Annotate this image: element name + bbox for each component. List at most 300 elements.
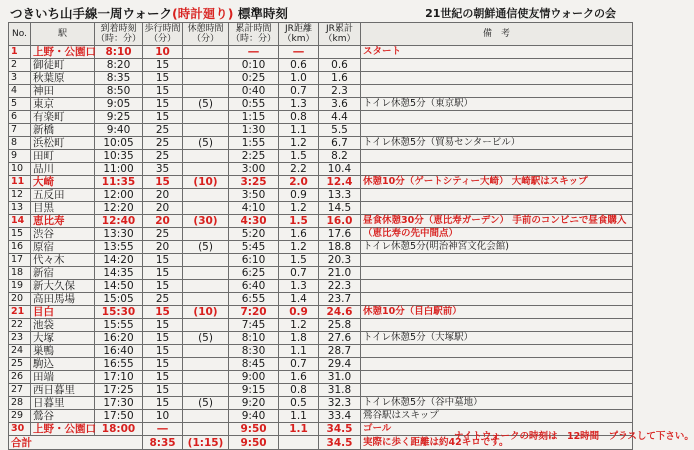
remarks: 鶯谷駅はスキップ bbox=[361, 410, 633, 423]
cumulative-time: 9:50 bbox=[229, 423, 279, 436]
arrival-time: 9:40 bbox=[95, 124, 143, 137]
cumulative-time: 0:55 bbox=[229, 98, 279, 111]
jr-distance: 0.9 bbox=[279, 306, 319, 319]
jr-distance: 1.2 bbox=[279, 319, 319, 332]
jr-cumulative: 33.4 bbox=[319, 410, 361, 423]
row-number: 13 bbox=[9, 202, 31, 215]
table-row bbox=[9, 202, 633, 215]
row-number: 24 bbox=[9, 345, 31, 358]
remarks bbox=[361, 267, 633, 280]
document-header bbox=[10, 4, 630, 20]
station-name: 御徒町 bbox=[31, 59, 95, 72]
title-suffix: 標準時刻 bbox=[237, 6, 288, 21]
jr-cumulative: 4.4 bbox=[319, 111, 361, 124]
remarks: 昼食休憩30分（恵比寿ガーデン） 手前のコンビニで昼食購入 bbox=[361, 215, 633, 228]
row-number: 6 bbox=[9, 111, 31, 124]
table-row bbox=[9, 306, 633, 319]
table-row bbox=[9, 228, 633, 241]
arrival-time: 12:20 bbox=[95, 202, 143, 215]
arrival-time: 12:00 bbox=[95, 189, 143, 202]
table-row bbox=[9, 150, 633, 163]
table-body bbox=[9, 46, 633, 436]
remarks bbox=[361, 384, 633, 397]
total-note: 実際に歩く距離は約42キロです。 bbox=[361, 436, 633, 450]
row-number: 17 bbox=[9, 254, 31, 267]
cumulative-time: 1:15 bbox=[229, 111, 279, 124]
station-name: 新橋 bbox=[31, 124, 95, 137]
row-number: 21 bbox=[9, 306, 31, 319]
jr-cumulative: 24.6 bbox=[319, 306, 361, 319]
jr-distance: 1.2 bbox=[279, 202, 319, 215]
table-row bbox=[9, 254, 633, 267]
row-number: 2 bbox=[9, 59, 31, 72]
cumulative-time: 7:45 bbox=[229, 319, 279, 332]
arrival-time: 8:20 bbox=[95, 59, 143, 72]
station-name: 高田馬場 bbox=[31, 293, 95, 306]
cumulative-time: 6:25 bbox=[229, 267, 279, 280]
row-number: 8 bbox=[9, 137, 31, 150]
jr-distance: 0.7 bbox=[279, 358, 319, 371]
row-number: 25 bbox=[9, 358, 31, 371]
jr-distance: 1.8 bbox=[279, 332, 319, 345]
station-name: 新大久保 bbox=[31, 280, 95, 293]
cumulative-time: 3:00 bbox=[229, 163, 279, 176]
station-name: 有楽町 bbox=[31, 111, 95, 124]
jr-cumulative: 31.8 bbox=[319, 384, 361, 397]
remarks bbox=[361, 85, 633, 98]
jr-distance: 1.3 bbox=[279, 280, 319, 293]
arrival-time: 16:20 bbox=[95, 332, 143, 345]
table-row bbox=[9, 397, 633, 410]
jr-distance: 1.3 bbox=[279, 98, 319, 111]
table-row bbox=[9, 46, 633, 59]
rest-minutes bbox=[183, 319, 229, 332]
header-walk: 歩行時間（分） bbox=[144, 24, 181, 44]
table-row bbox=[9, 59, 633, 72]
jr-cumulative: 34.5 bbox=[319, 423, 361, 436]
station-name: 大塚 bbox=[31, 332, 95, 345]
jr-cumulative: 12.4 bbox=[319, 176, 361, 189]
jr-distance: ― bbox=[279, 46, 319, 59]
jr-cumulative: 8.2 bbox=[319, 150, 361, 163]
jr-cumulative: 16.0 bbox=[319, 215, 361, 228]
jr-distance: 1.1 bbox=[279, 124, 319, 137]
rest-minutes: (5) bbox=[183, 98, 229, 111]
rest-minutes bbox=[183, 423, 229, 436]
station-name: 目白 bbox=[31, 306, 95, 319]
jr-distance: 0.7 bbox=[279, 85, 319, 98]
table-row bbox=[9, 293, 633, 306]
walk-minutes: 25 bbox=[143, 137, 183, 150]
jr-distance: 0.6 bbox=[279, 59, 319, 72]
row-number: 22 bbox=[9, 319, 31, 332]
cumulative-time: 5:20 bbox=[229, 228, 279, 241]
arrival-time: 9:25 bbox=[95, 111, 143, 124]
rest-minutes: (5) bbox=[183, 137, 229, 150]
jr-distance: 1.1 bbox=[279, 410, 319, 423]
table-row bbox=[9, 85, 633, 98]
remarks: トイレ休憩5分（大塚駅） bbox=[361, 332, 633, 345]
row-number: 23 bbox=[9, 332, 31, 345]
jr-cumulative: 28.7 bbox=[319, 345, 361, 358]
total-distance bbox=[279, 436, 319, 450]
cumulative-time: 3:25 bbox=[229, 176, 279, 189]
row-number: 16 bbox=[9, 241, 31, 254]
row-number: 14 bbox=[9, 215, 31, 228]
total-label: 合計 bbox=[9, 436, 143, 450]
night-walk-note: ナイトウォークの時刻は 12時間 プラスして下さい。 bbox=[454, 431, 694, 442]
jr-distance: 0.8 bbox=[279, 111, 319, 124]
station-name: 鶯谷 bbox=[31, 410, 95, 423]
cumulative-time: 6:10 bbox=[229, 254, 279, 267]
station-name: 日暮里 bbox=[31, 397, 95, 410]
cumulative-time: 6:55 bbox=[229, 293, 279, 306]
walk-minutes: 10 bbox=[143, 46, 183, 59]
row-number: 28 bbox=[9, 397, 31, 410]
arrival-time: 15:05 bbox=[95, 293, 143, 306]
row-number: 26 bbox=[9, 371, 31, 384]
jr-cumulative: 21.0 bbox=[319, 267, 361, 280]
arrival-time: 8:35 bbox=[95, 72, 143, 85]
rest-minutes bbox=[183, 111, 229, 124]
table-row bbox=[9, 267, 633, 280]
walk-minutes: 15 bbox=[143, 98, 183, 111]
station-name: 五反田 bbox=[31, 189, 95, 202]
station-name: 巣鴨 bbox=[31, 345, 95, 358]
rest-minutes bbox=[183, 358, 229, 371]
jr-cumulative: 31.0 bbox=[319, 371, 361, 384]
jr-distance: 1.6 bbox=[279, 371, 319, 384]
remarks bbox=[361, 111, 633, 124]
rest-minutes: (30) bbox=[183, 215, 229, 228]
station-name: 田町 bbox=[31, 150, 95, 163]
arrival-time: 17:50 bbox=[95, 410, 143, 423]
jr-cumulative: 5.5 bbox=[319, 124, 361, 137]
row-number: 5 bbox=[9, 98, 31, 111]
walk-minutes: 15 bbox=[143, 111, 183, 124]
rest-minutes bbox=[183, 46, 229, 59]
walk-minutes: 15 bbox=[143, 267, 183, 280]
arrival-time: 12:40 bbox=[95, 215, 143, 228]
walk-minutes: 15 bbox=[143, 358, 183, 371]
rest-minutes: (10) bbox=[183, 176, 229, 189]
station-name: 秋葉原 bbox=[31, 72, 95, 85]
cumulative-time: 6:40 bbox=[229, 280, 279, 293]
row-number: 7 bbox=[9, 124, 31, 137]
station-name: 新宿 bbox=[31, 267, 95, 280]
jr-cumulative: 6.7 bbox=[319, 137, 361, 150]
station-name: 浜松町 bbox=[31, 137, 95, 150]
rest-minutes bbox=[183, 150, 229, 163]
title-accent: (時計廻り) bbox=[172, 6, 234, 21]
walk-minutes: 20 bbox=[143, 241, 183, 254]
jr-cumulative: 22.3 bbox=[319, 280, 361, 293]
station-name: 原宿 bbox=[31, 241, 95, 254]
rest-minutes bbox=[183, 371, 229, 384]
rest-minutes bbox=[183, 410, 229, 423]
remarks bbox=[361, 163, 633, 176]
cumulative-time: 8:45 bbox=[229, 358, 279, 371]
arrival-time: 14:35 bbox=[95, 267, 143, 280]
remarks: トイレ休憩5分（東京駅） bbox=[361, 98, 633, 111]
row-number: 30 bbox=[9, 423, 31, 436]
jr-distance: 1.2 bbox=[279, 137, 319, 150]
remarks: ゴール bbox=[361, 423, 633, 436]
remarks bbox=[361, 59, 633, 72]
table-row bbox=[9, 111, 633, 124]
walk-minutes: 25 bbox=[143, 150, 183, 163]
jr-cumulative: 25.8 bbox=[319, 319, 361, 332]
header-no: No. bbox=[9, 23, 31, 46]
arrival-time: 8:50 bbox=[95, 85, 143, 98]
walk-minutes: 20 bbox=[143, 202, 183, 215]
arrival-time: 16:55 bbox=[95, 358, 143, 371]
arrival-time: 18:00 bbox=[95, 423, 143, 436]
station-name: 上野・公園口 bbox=[31, 423, 95, 436]
station-name: 大崎 bbox=[31, 176, 95, 189]
arrival-time: 17:10 bbox=[95, 371, 143, 384]
cumulative-time: 3:50 bbox=[229, 189, 279, 202]
total-walk: 8:35 bbox=[143, 436, 183, 450]
remarks: （恵比寿の先中間点） bbox=[361, 228, 633, 241]
row-number: 10 bbox=[9, 163, 31, 176]
jr-cumulative: 32.3 bbox=[319, 397, 361, 410]
remarks bbox=[361, 189, 633, 202]
arrival-time: 13:30 bbox=[95, 228, 143, 241]
remarks: トイレ休憩5分(明治神宮文化会館) bbox=[361, 241, 633, 254]
walk-minutes: 15 bbox=[143, 72, 183, 85]
table-row bbox=[9, 358, 633, 371]
jr-distance: 0.9 bbox=[279, 189, 319, 202]
cumulative-time: 2:25 bbox=[229, 150, 279, 163]
walk-minutes: 15 bbox=[143, 332, 183, 345]
arrival-time: 15:30 bbox=[95, 306, 143, 319]
cumulative-time: 5:45 bbox=[229, 241, 279, 254]
walk-minutes: 15 bbox=[143, 85, 183, 98]
station-name: 西日暮里 bbox=[31, 384, 95, 397]
remarks: 休憩10分（ゲートシティー大崎） 大崎駅はスキップ bbox=[361, 176, 633, 189]
table-row bbox=[9, 124, 633, 137]
schedule-table bbox=[8, 22, 633, 450]
table-row bbox=[9, 176, 633, 189]
header-notes: 備 考 bbox=[361, 23, 633, 46]
remarks: トイレ休憩5分（貿易センタービル） bbox=[361, 137, 633, 150]
remarks bbox=[361, 293, 633, 306]
jr-cumulative: 18.8 bbox=[319, 241, 361, 254]
organization-name: 21世紀の朝鮮通信使友情ウォークの会 bbox=[425, 7, 616, 20]
table-row bbox=[9, 163, 633, 176]
walk-minutes: ― bbox=[143, 423, 183, 436]
rest-minutes: (5) bbox=[183, 241, 229, 254]
row-number: 29 bbox=[9, 410, 31, 423]
row-number: 20 bbox=[9, 293, 31, 306]
walk-minutes: 15 bbox=[143, 384, 183, 397]
station-name: 神田 bbox=[31, 85, 95, 98]
station-name: 代々木 bbox=[31, 254, 95, 267]
jr-distance: 0.7 bbox=[279, 267, 319, 280]
remarks bbox=[361, 254, 633, 267]
table-row bbox=[9, 241, 633, 254]
header-cumulative-time: 累計時間（時：分） bbox=[229, 23, 279, 46]
jr-distance: 1.2 bbox=[279, 241, 319, 254]
arrival-time: 8:10 bbox=[95, 46, 143, 59]
remarks: スタート bbox=[361, 46, 633, 59]
arrival-time: 17:30 bbox=[95, 397, 143, 410]
arrival-time: 15:55 bbox=[95, 319, 143, 332]
jr-cumulative: 14.5 bbox=[319, 202, 361, 215]
table-row bbox=[9, 371, 633, 384]
cumulative-time: 9:20 bbox=[229, 397, 279, 410]
rest-minutes bbox=[183, 163, 229, 176]
table-row bbox=[9, 384, 633, 397]
remarks bbox=[361, 72, 633, 85]
jr-distance: 2.0 bbox=[279, 176, 319, 189]
row-number: 11 bbox=[9, 176, 31, 189]
walk-minutes: 25 bbox=[143, 228, 183, 241]
rest-minutes: (10) bbox=[183, 306, 229, 319]
header-jr-distance: JR距離（km） bbox=[279, 23, 319, 46]
row-number: 3 bbox=[9, 72, 31, 85]
walk-minutes: 15 bbox=[143, 59, 183, 72]
jr-distance: 0.5 bbox=[279, 397, 319, 410]
jr-cumulative bbox=[319, 46, 361, 59]
jr-distance: 1.0 bbox=[279, 72, 319, 85]
rest-minutes bbox=[183, 85, 229, 98]
header-jr-cumulative: JR累計（km） bbox=[319, 23, 361, 46]
arrival-time: 13:55 bbox=[95, 241, 143, 254]
jr-cumulative: 29.4 bbox=[319, 358, 361, 371]
walk-minutes: 15 bbox=[143, 254, 183, 267]
title-main: つきいち山手線一周ウォーク bbox=[10, 6, 173, 21]
rest-minutes: (5) bbox=[183, 397, 229, 410]
header-rest: 休憩時間（分） bbox=[183, 23, 229, 46]
arrival-time: 14:20 bbox=[95, 254, 143, 267]
cumulative-time: 8:10 bbox=[229, 332, 279, 345]
walk-minutes: 15 bbox=[143, 371, 183, 384]
cumulative-time: 9:00 bbox=[229, 371, 279, 384]
station-name: 恵比寿 bbox=[31, 215, 95, 228]
rest-minutes bbox=[183, 59, 229, 72]
jr-cumulative: 0.6 bbox=[319, 59, 361, 72]
table-row bbox=[9, 280, 633, 293]
arrival-time: 10:05 bbox=[95, 137, 143, 150]
jr-distance: 0.8 bbox=[279, 384, 319, 397]
jr-cumulative: 20.3 bbox=[319, 254, 361, 267]
row-number: 1 bbox=[9, 46, 31, 59]
station-name: 渋谷 bbox=[31, 228, 95, 241]
rest-minutes bbox=[183, 384, 229, 397]
jr-cumulative: 2.3 bbox=[319, 85, 361, 98]
table-header-row bbox=[9, 23, 633, 46]
arrival-time: 17:25 bbox=[95, 384, 143, 397]
walk-minutes: 20 bbox=[143, 189, 183, 202]
station-name: 品川 bbox=[31, 163, 95, 176]
total-cumulative-distance: 34.5 bbox=[319, 436, 361, 450]
jr-cumulative: 1.6 bbox=[319, 72, 361, 85]
row-number: 19 bbox=[9, 280, 31, 293]
remarks bbox=[361, 345, 633, 358]
table-row bbox=[9, 319, 633, 332]
rest-minutes bbox=[183, 293, 229, 306]
walk-minutes: 15 bbox=[143, 345, 183, 358]
arrival-time: 11:35 bbox=[95, 176, 143, 189]
remarks bbox=[361, 150, 633, 163]
station-name: 目黒 bbox=[31, 202, 95, 215]
walk-minutes: 15 bbox=[143, 176, 183, 189]
row-number: 18 bbox=[9, 267, 31, 280]
jr-cumulative: 27.6 bbox=[319, 332, 361, 345]
walk-minutes: 15 bbox=[143, 319, 183, 332]
remarks bbox=[361, 371, 633, 384]
table-row bbox=[9, 189, 633, 202]
remarks: トイレ休憩5分（谷中墓地） bbox=[361, 397, 633, 410]
cumulative-time: 0:10 bbox=[229, 59, 279, 72]
jr-distance: 2.2 bbox=[279, 163, 319, 176]
cumulative-time: 0:25 bbox=[229, 72, 279, 85]
rest-minutes bbox=[183, 189, 229, 202]
table-row bbox=[9, 72, 633, 85]
arrival-time: 14:50 bbox=[95, 280, 143, 293]
row-number: 12 bbox=[9, 189, 31, 202]
rest-minutes bbox=[183, 345, 229, 358]
arrival-time: 16:40 bbox=[95, 345, 143, 358]
rest-minutes bbox=[183, 202, 229, 215]
total-rest: (1:15) bbox=[183, 436, 229, 450]
remarks bbox=[361, 124, 633, 137]
walk-minutes: 25 bbox=[143, 293, 183, 306]
walk-minutes: 15 bbox=[143, 306, 183, 319]
table-row bbox=[9, 410, 633, 423]
table-row bbox=[9, 332, 633, 345]
jr-distance: 1.6 bbox=[279, 228, 319, 241]
walk-minutes: 10 bbox=[143, 410, 183, 423]
jr-cumulative: 17.6 bbox=[319, 228, 361, 241]
document-title bbox=[10, 4, 288, 22]
table-row bbox=[9, 137, 633, 150]
rest-minutes bbox=[183, 254, 229, 267]
jr-cumulative: 23.7 bbox=[319, 293, 361, 306]
table-row bbox=[9, 215, 633, 228]
jr-distance: 1.5 bbox=[279, 254, 319, 267]
cumulative-time: 1:55 bbox=[229, 137, 279, 150]
header-station: 駅 bbox=[31, 23, 95, 46]
walk-minutes: 20 bbox=[143, 215, 183, 228]
arrival-time: 10:35 bbox=[95, 150, 143, 163]
cumulative-time: 0:40 bbox=[229, 85, 279, 98]
remarks bbox=[361, 280, 633, 293]
row-number: 4 bbox=[9, 85, 31, 98]
rest-minutes: (5) bbox=[183, 332, 229, 345]
jr-distance: 1.1 bbox=[279, 345, 319, 358]
walk-minutes: 25 bbox=[143, 124, 183, 137]
cumulative-time: 4:10 bbox=[229, 202, 279, 215]
walk-minutes: 15 bbox=[143, 280, 183, 293]
cumulative-time: 1:30 bbox=[229, 124, 279, 137]
cumulative-time: 9:40 bbox=[229, 410, 279, 423]
cumulative-time: ― bbox=[229, 46, 279, 59]
total-cumulative-time: 9:50 bbox=[229, 436, 279, 450]
jr-distance: 1.1 bbox=[279, 423, 319, 436]
walk-minutes: 35 bbox=[143, 163, 183, 176]
rest-minutes bbox=[183, 267, 229, 280]
arrival-time: 11:00 bbox=[95, 163, 143, 176]
jr-distance: 1.4 bbox=[279, 293, 319, 306]
row-number: 15 bbox=[9, 228, 31, 241]
row-number: 27 bbox=[9, 384, 31, 397]
jr-cumulative: 3.6 bbox=[319, 98, 361, 111]
jr-distance: 1.5 bbox=[279, 215, 319, 228]
table-row bbox=[9, 98, 633, 111]
